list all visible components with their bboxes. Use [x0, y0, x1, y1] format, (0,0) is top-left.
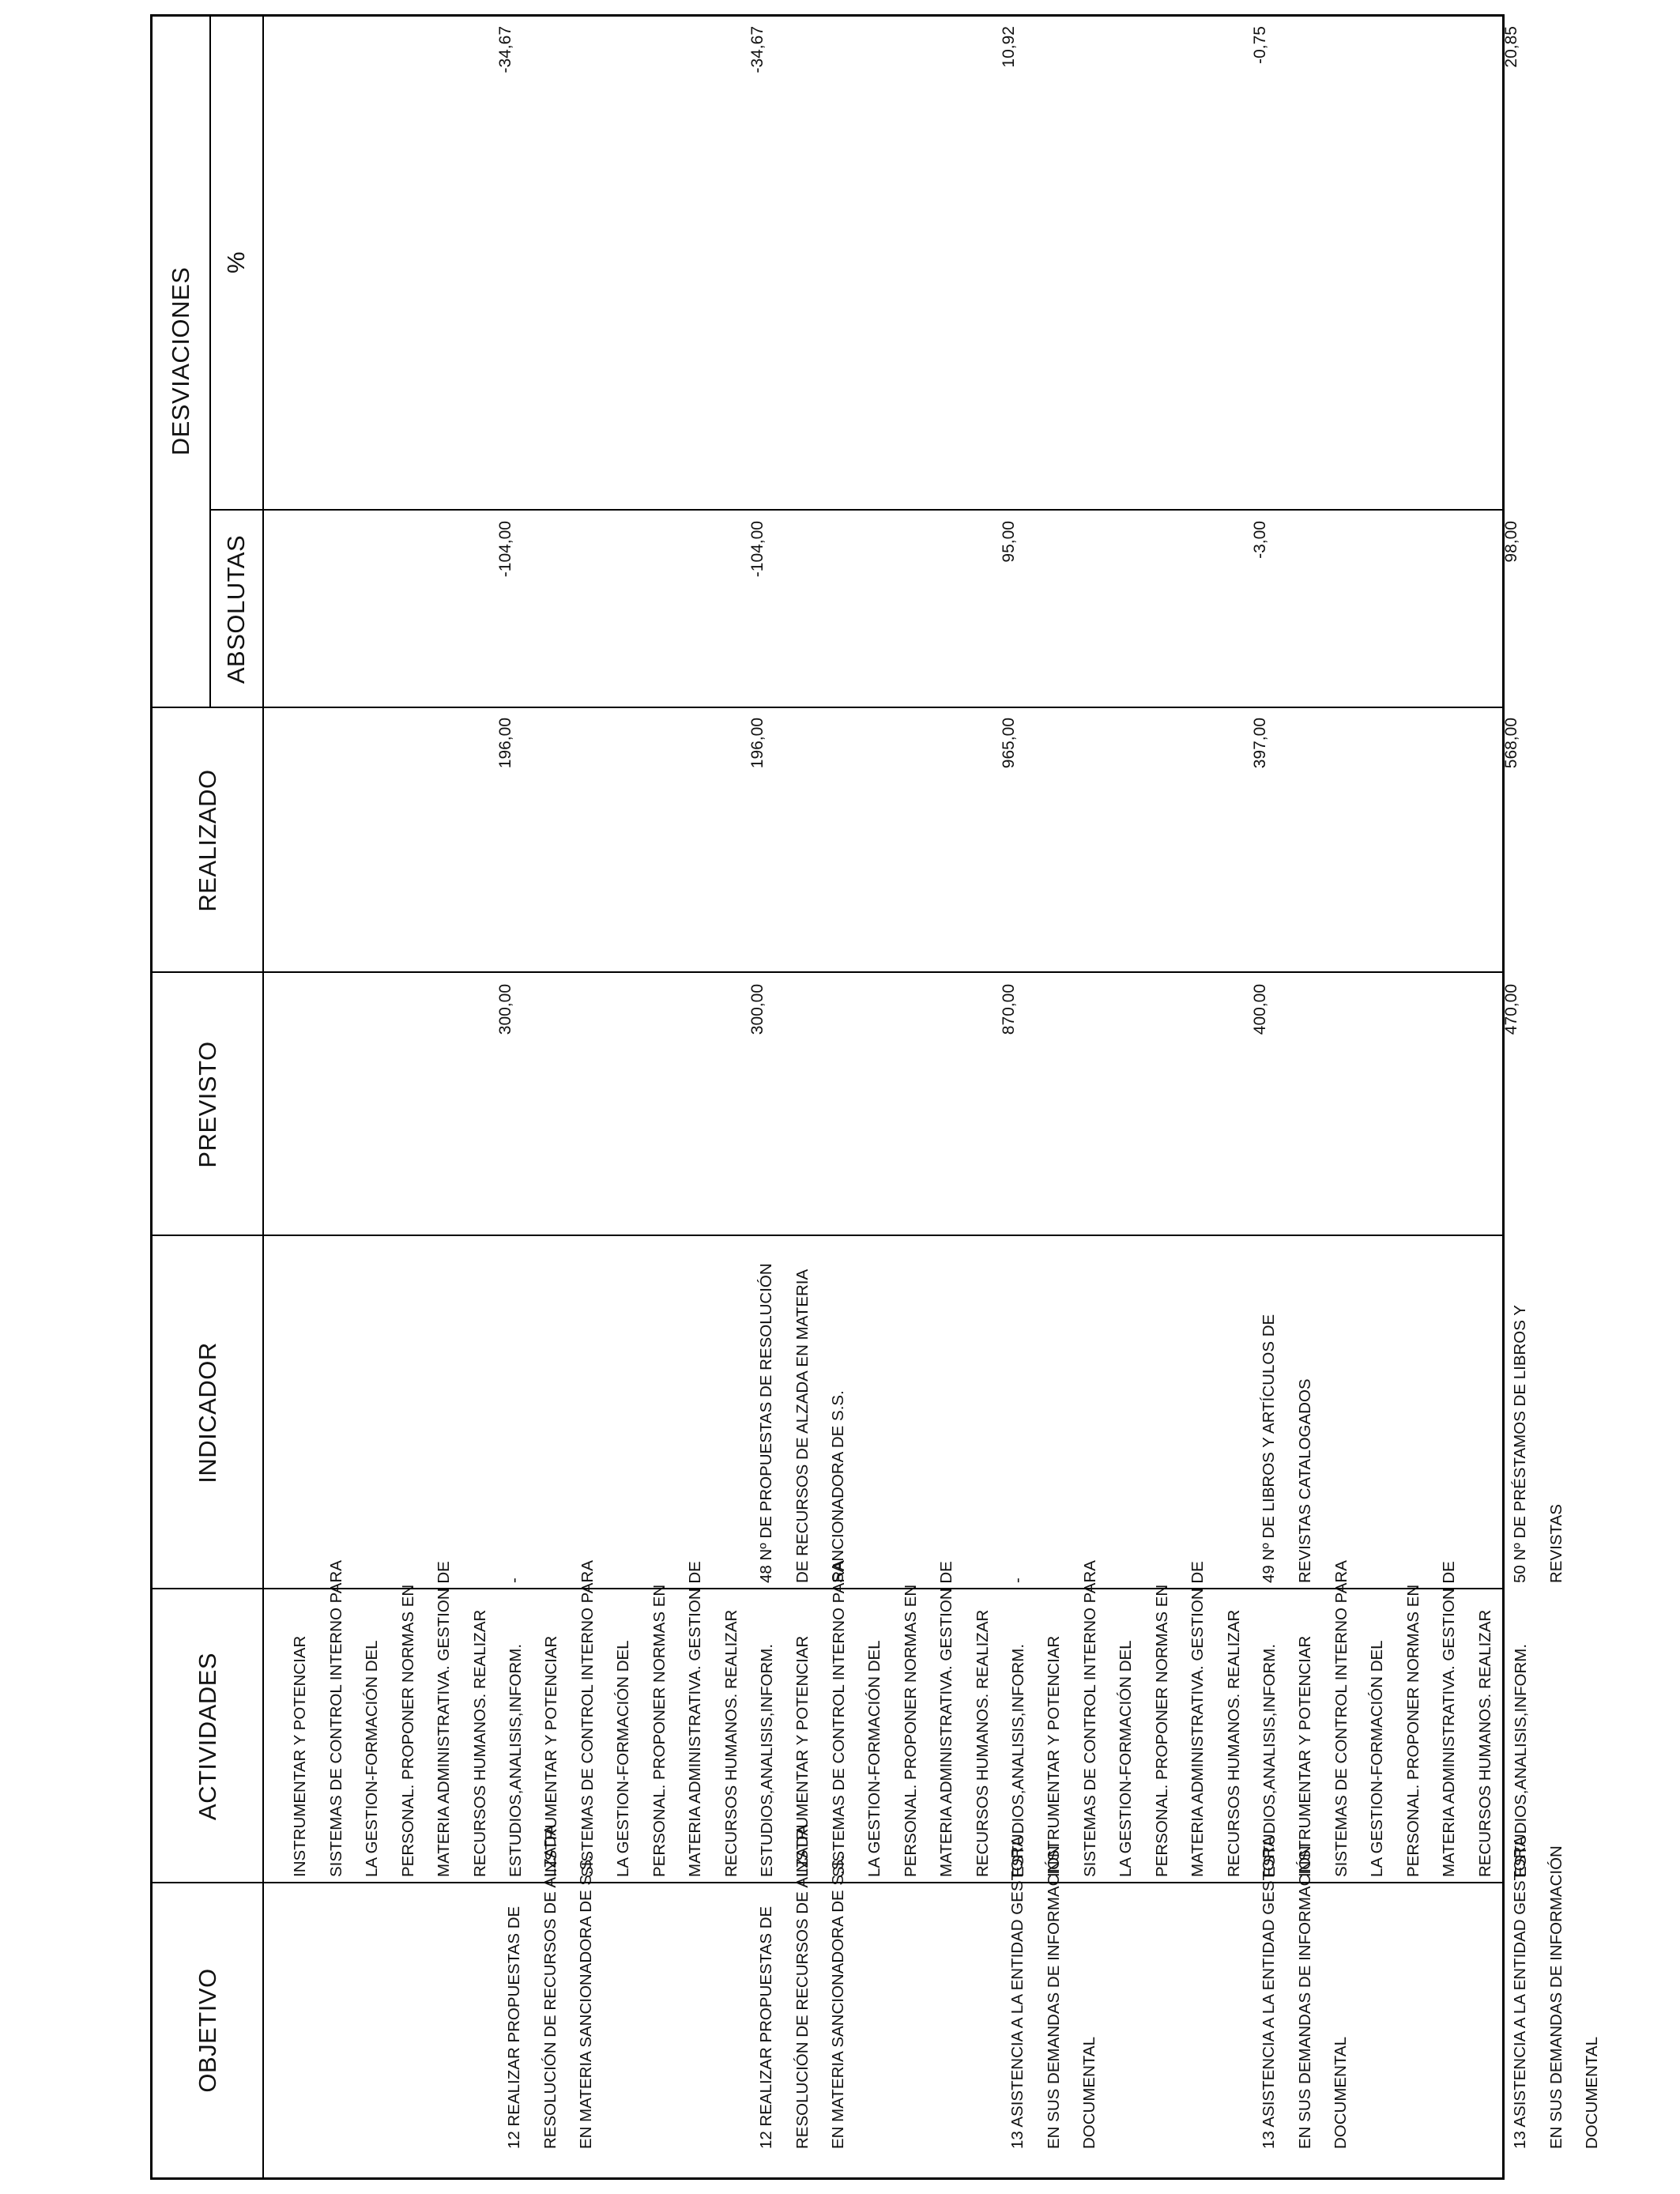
- row-5-actividades-line-7: ESTUDIOS,ANALISIS,INFORM.: [1512, 1643, 1530, 1877]
- divider-indicador-previsto: [153, 1235, 1502, 1236]
- row-4-indicador: [1251, 1314, 1323, 1583]
- row-2-indicador-line-3: SANCIONADORA DE S.S.: [829, 1390, 847, 1583]
- header-actividades: ACTIVIDADES: [194, 1652, 221, 1821]
- row-2-absolutas: -104,00: [748, 521, 767, 578]
- row-1-realizado: 196,00: [496, 718, 514, 769]
- row-4-actividades-line-7: ESTUDIOS,ANALISIS,INFORM.: [1260, 1643, 1279, 1877]
- row-5-actividades: [1287, 1560, 1539, 1877]
- row-1-actividades: [282, 1560, 534, 1877]
- row-3-actividades-line-5: MATERIA ADMINISTRATIVA. GESTION DE: [937, 1561, 955, 1877]
- row-2-porcentaje: -34,67: [748, 26, 767, 74]
- row-4-actividades-line-6: RECURSOS HUMANOS. REALIZAR: [1224, 1609, 1243, 1877]
- row-2-actividades-line-5: MATERIA ADMINISTRATIVA. GESTION DE: [686, 1561, 704, 1877]
- desviaciones-sub-rule: [209, 17, 211, 708]
- header-indicador: INDICADOR: [194, 1342, 221, 1483]
- row-4-actividades-line-4: PERSONAL. PROPONER NORMAS EN: [1152, 1584, 1171, 1877]
- row-3-actividades-line-3: LA GESTION-FORMACIÓN DEL: [865, 1640, 883, 1877]
- row-2-actividades-line-3: LA GESTION-FORMACIÓN DEL: [614, 1640, 632, 1877]
- row-5-previsto: 470,00: [1502, 984, 1520, 1035]
- row-5-objetivo: [1502, 1836, 1610, 2149]
- row-2-actividades-line-6: RECURSOS HUMANOS. REALIZAR: [721, 1609, 740, 1877]
- row-1-actividades-line-5: MATERIA ADMINISTRATIVA. GESTION DE: [435, 1561, 453, 1877]
- row-4-objetivo-line-1: 13 ASISTENCIA A LA ENTIDAD GESTORA: [1260, 1835, 1278, 2149]
- row-2-actividades: [533, 1560, 785, 1877]
- row-3-objetivo: [1000, 1836, 1108, 2149]
- row-5-actividades-line-1: INSTRUMENTAR Y POTENCIAR: [1296, 1635, 1314, 1877]
- row-3-previsto: 870,00: [1000, 984, 1018, 1035]
- row-3-porcentaje: 10,92: [1000, 26, 1018, 68]
- row-5-porcentaje: 20,85: [1502, 26, 1520, 68]
- header-desviaciones: DESVIACIONES: [167, 266, 194, 456]
- row-2-objetivo-line-1: 12 REALIZAR PROPUESTAS DE: [757, 1906, 775, 2149]
- row-2-actividades-line-2: SISTEMAS DE CONTROL INTERNO PARA: [578, 1560, 597, 1877]
- row-4-porcentaje: -0,75: [1251, 26, 1269, 64]
- row-1-actividades-line-7: ESTUDIOS,ANALISIS,INFORM.: [507, 1643, 525, 1877]
- header-previsto: PREVISTO: [194, 1041, 221, 1168]
- row-4-objetivo-line-3: DOCUMENTAL: [1332, 2037, 1350, 2149]
- row-3-indicador-line-1: -: [1008, 1578, 1026, 1583]
- row-5-actividades-line-5: MATERIA ADMINISTRATIVA. GESTION DE: [1440, 1561, 1458, 1877]
- divider-realizado-desviaciones: [153, 707, 1502, 708]
- row-5-actividades-line-2: SISTEMAS DE CONTROL INTERNO PARA: [1332, 1560, 1350, 1877]
- row-1-actividades-line-1: INSTRUMENTAR Y POTENCIAR: [291, 1635, 309, 1877]
- divider-absolutas-porcentaje: [209, 509, 1502, 511]
- row-3-actividades: [785, 1560, 1037, 1877]
- row-1-indicador: [496, 1578, 533, 1583]
- report-table: [150, 14, 1601, 2180]
- header-porcentaje: %: [222, 251, 250, 274]
- row-4-realizado: 397,00: [1251, 718, 1269, 769]
- row-4-objetivo: [1251, 1836, 1359, 2149]
- row-5-objetivo-line-3: DOCUMENTAL: [1583, 2037, 1601, 2149]
- row-3-absolutas: 95,00: [1000, 521, 1018, 563]
- row-2-actividades-line-1: INSTRUMENTAR Y POTENCIAR: [542, 1635, 560, 1877]
- row-4-actividades-line-3: LA GESTION-FORMACIÓN DEL: [1117, 1640, 1135, 1877]
- row-1-absolutas: -104,00: [496, 521, 514, 578]
- row-1-actividades-line-2: SISTEMAS DE CONTROL INTERNO PARA: [326, 1560, 345, 1877]
- row-2-indicador-line-2: DE RECURSOS DE ALZADA EN MATERIA: [793, 1269, 812, 1583]
- row-2-realizado: 196,00: [748, 718, 767, 769]
- header-absolutas: ABSOLUTAS: [222, 534, 250, 684]
- row-5-indicador-line-1: 50 Nº DE PRÉSTAMOS DE LIBROS Y: [1511, 1305, 1529, 1583]
- header-bottom-rule: [262, 17, 264, 2177]
- row-1-actividades-line-4: PERSONAL. PROPONER NORMAS EN: [398, 1584, 417, 1877]
- row-5-objetivo-line-2: EN SUS DEMANDAS DE INFORMACIÓN: [1546, 1845, 1565, 2149]
- row-1-objetivo-line-2: RESOLUCIÓN DE RECURSOS DE ALZADA: [541, 1824, 559, 2149]
- row-3-actividades-line-7: ESTUDIOS,ANALISIS,INFORM.: [1009, 1643, 1027, 1877]
- row-4-indicador-line-1: 49 Nº DE LIBROS Y ARTÍCULOS DE: [1260, 1314, 1278, 1583]
- header-realizado: REALIZADO: [194, 769, 221, 912]
- row-2-indicador: [748, 1263, 857, 1583]
- row-4-indicador-line-2: REVISTAS CATALOGADOS: [1295, 1378, 1314, 1583]
- divider-previsto-realizado: [153, 971, 1502, 973]
- row-3-actividades-line-2: SISTEMAS DE CONTROL INTERNO PARA: [829, 1560, 848, 1877]
- row-2-indicador-line-1: 48 Nº DE PROPUESTAS DE RESOLUCIÓN: [757, 1263, 775, 1583]
- row-3-actividades-line-1: INSTRUMENTAR Y POTENCIAR: [793, 1635, 812, 1877]
- row-2-objetivo-line-2: RESOLUCIÓN DE RECURSOS DE ALZADA: [793, 1824, 812, 2149]
- row-2-previsto: 300,00: [748, 984, 767, 1035]
- row-4-actividades-line-2: SISTEMAS DE CONTROL INTERNO PARA: [1080, 1560, 1099, 1877]
- row-5-actividades-line-4: PERSONAL. PROPONER NORMAS EN: [1403, 1584, 1422, 1877]
- row-3-objetivo-line-3: DOCUMENTAL: [1080, 2037, 1098, 2149]
- row-5-objetivo-line-1: 13 ASISTENCIA A LA ENTIDAD GESTORA: [1511, 1835, 1529, 2149]
- row-1-actividades-line-3: LA GESTION-FORMACIÓN DEL: [363, 1640, 381, 1877]
- row-4-objetivo-line-2: EN SUS DEMANDAS DE INFORMACIÓN: [1295, 1845, 1314, 2149]
- row-3-objetivo-line-1: 13 ASISTENCIA A LA ENTIDAD GESTORA: [1008, 1835, 1026, 2149]
- row-3-actividades-line-4: PERSONAL. PROPONER NORMAS EN: [901, 1584, 920, 1877]
- row-5-indicador-line-2: REVISTAS: [1546, 1504, 1565, 1583]
- row-5-realizado: 568,00: [1502, 718, 1520, 769]
- row-4-previsto: 400,00: [1251, 984, 1269, 1035]
- row-5-indicador: [1502, 1305, 1574, 1583]
- row-4-actividades-line-1: INSTRUMENTAR Y POTENCIAR: [1045, 1635, 1063, 1877]
- row-5-actividades-line-3: LA GESTION-FORMACIÓN DEL: [1368, 1640, 1386, 1877]
- row-4-absolutas: -3,00: [1251, 521, 1269, 559]
- row-2-objetivo-line-3: EN MATERIA SANCIONADORA DE S.S.: [829, 1854, 847, 2149]
- row-1-porcentaje: -34,67: [496, 26, 514, 74]
- row-1-actividades-line-6: RECURSOS HUMANOS. REALIZAR: [470, 1609, 489, 1877]
- row-2-actividades-line-4: PERSONAL. PROPONER NORMAS EN: [650, 1584, 669, 1877]
- row-4-actividades-line-5: MATERIA ADMINISTRATIVA. GESTION DE: [1188, 1561, 1207, 1877]
- row-3-indicador: [1000, 1578, 1036, 1583]
- row-1-previsto: 300,00: [496, 984, 514, 1035]
- row-1-indicador-line-1: -: [505, 1578, 523, 1583]
- row-1-objetivo-line-1: 12 REALIZAR PROPUESTAS DE: [505, 1906, 523, 2149]
- row-4-actividades: [1036, 1560, 1288, 1877]
- row-5-absolutas: 98,00: [1502, 521, 1520, 563]
- row-3-realizado: 965,00: [1000, 718, 1018, 769]
- row-3-objetivo-line-2: EN SUS DEMANDAS DE INFORMACIÓN: [1044, 1845, 1063, 2149]
- row-1-objetivo-line-3: EN MATERIA SANCIONADORA DE S.S.: [577, 1854, 595, 2149]
- header-objetivo: OBJETIVO: [194, 1968, 221, 2093]
- row-5-actividades-line-6: RECURSOS HUMANOS. REALIZAR: [1475, 1609, 1494, 1877]
- row-2-actividades-line-7: ESTUDIOS,ANALISIS,INFORM.: [758, 1643, 776, 1877]
- row-3-actividades-line-6: RECURSOS HUMANOS. REALIZAR: [973, 1609, 992, 1877]
